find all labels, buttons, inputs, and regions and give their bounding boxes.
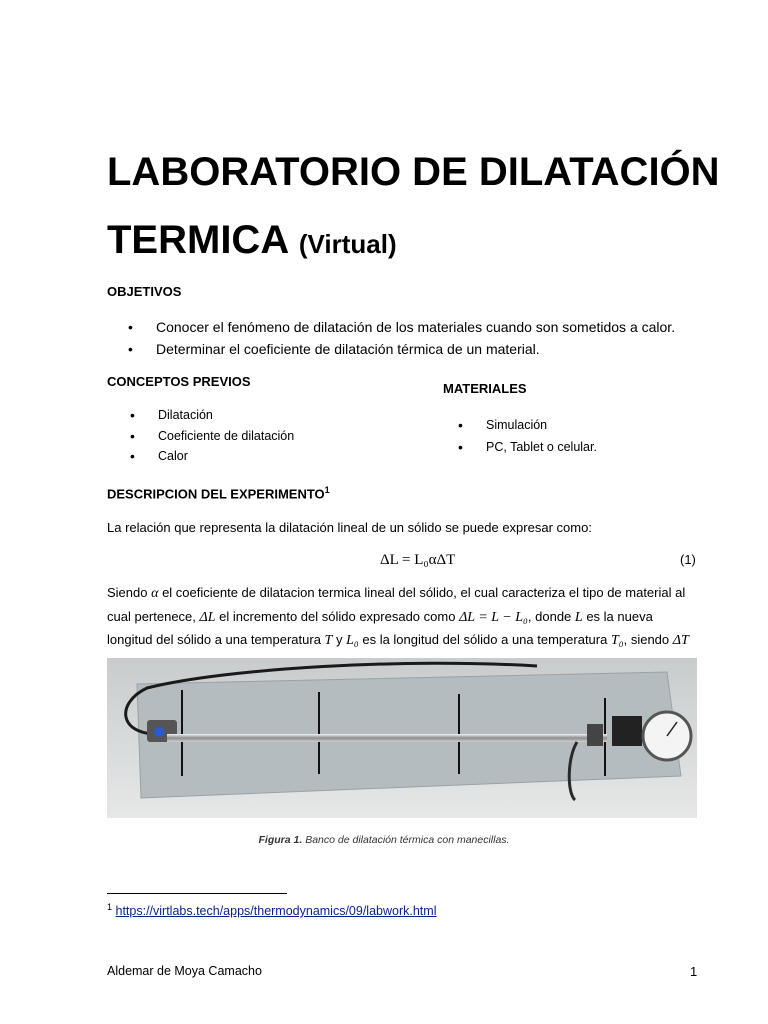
text-run: Siendo [107, 585, 152, 600]
footnote [107, 902, 436, 918]
list-item: • Calor [130, 446, 294, 467]
title-word: TERMICA [107, 218, 288, 262]
materiales-heading: MATERIALES [443, 381, 527, 396]
footer-author: Aldemar de Moya Camacho [107, 964, 262, 978]
text-run: es la longitud del sólido a una temperatura [358, 632, 611, 647]
list-item: • PC, Tablet o celular. [458, 436, 597, 458]
metal-rod [167, 734, 607, 742]
list-item: • Dilatación [130, 405, 294, 426]
math-delta-l: ΔL [199, 609, 216, 625]
footnote-link[interactable]: https://virtlabs.tech/apps/thermodynamics/09/labwork.html [115, 904, 437, 919]
text-run: es la nueva longitud del sólido a una temperatura [107, 608, 653, 647]
list-item: • Coeficiente de dilatación [130, 426, 294, 447]
objetivos-list [128, 316, 675, 360]
list-item: • Determinar el coeficiente de dilatación térmica de un material. [128, 338, 675, 360]
conceptos-list [130, 405, 294, 467]
list-item: • Simulación [458, 414, 597, 436]
equation: ΔL = L₀αΔT [380, 552, 456, 568]
text-run: , donde [527, 608, 575, 624]
footnote-ref: 1 [324, 485, 330, 495]
math-t0: T₀ [610, 633, 624, 648]
descripcion-heading [107, 485, 330, 501]
text-run: , siendo [623, 632, 673, 647]
figure-caption [0, 834, 768, 846]
document-title-line1: LABORATORIO DE DILATACIÓN [107, 150, 720, 194]
caption-text: Banco de dilatación térmica con manecillas. [302, 834, 510, 846]
text-run: el incremento del sólido expresado como [215, 608, 460, 624]
math-delta-t-eq: ΔT [672, 633, 689, 648]
math-delta-l-eq: ΔL = L − L₀ [459, 609, 528, 625]
valve-knob-icon [154, 727, 164, 737]
right-holder [587, 724, 603, 746]
equation-number: (1) [680, 552, 696, 567]
materiales-list [458, 414, 597, 458]
math-l: L [574, 609, 583, 625]
page-number: 1 [690, 964, 698, 979]
footnote-divider [107, 893, 287, 894]
text-run: y [332, 632, 347, 647]
intro-paragraph: La relación que representa la dilatación lineal de un sólido se puede expresar como: [107, 520, 592, 535]
text-run: el coeficiente de dilatacion termica lineal del sólido, el cual caracteriza el tipo de material al cual pertenece, [107, 585, 686, 624]
math-t: T [324, 633, 333, 648]
figure-thermal-bench [107, 658, 697, 818]
list-item: • Conocer el fenómeno de dilatación de los materiales cuando son sometidos a calor. [128, 316, 675, 338]
conceptos-heading: CONCEPTOS PREVIOS [107, 374, 251, 389]
document-title-line2 [107, 220, 727, 260]
math-alpha: α [151, 586, 159, 601]
gauge-mount [612, 716, 642, 746]
caption-label: Figura 1. [258, 834, 303, 846]
bench-illustration [107, 658, 697, 818]
title-suffix: (Virtual) [298, 229, 397, 259]
descripcion-heading-text: DESCRIPCION DEL EXPERIMENTO [107, 486, 325, 502]
objetivos-heading: OBJETIVOS [107, 284, 182, 299]
footnote-number: 1 [107, 902, 113, 912]
math-l0: L₀ [346, 633, 359, 648]
